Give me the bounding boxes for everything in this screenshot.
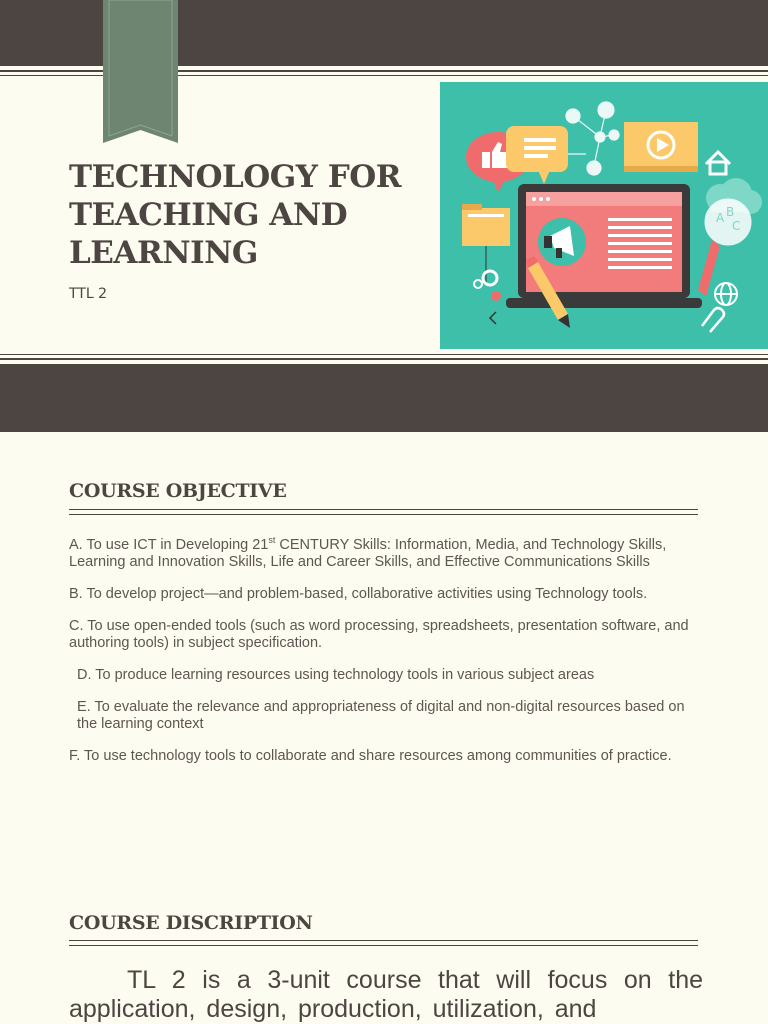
folder-icon — [462, 204, 510, 246]
objective-item-b: B. To develop project—and problem-based, collaborative activities using Technology tools. — [69, 586, 648, 602]
objective-item-c: C. To use open-ended tools (such as word processing, spreadsheets, presentation software, and authoring tools) in subject specification. — [69, 618, 689, 651]
objective-rule-top — [69, 509, 698, 510]
objective-item-a: A. To use ICT in Developing 21st CENTURY Skills: Information, Media, and Technology Skills, Learning and Innovation Skills, Life and Career Skills, and Effective Communications Skills — [69, 535, 667, 570]
slide-subtitle: TTL 2 — [69, 286, 108, 302]
objective-heading: COURSE OBJECTIVE — [69, 480, 287, 502]
mid-rule — [0, 358, 768, 360]
description-rule-top — [69, 940, 698, 941]
svg-text:B: B — [726, 205, 735, 219]
laptop-icon — [506, 184, 702, 308]
slide-title: TECHNOLOGY FOR TEACHING AND LEARNING — [69, 159, 401, 271]
mid-band — [0, 364, 768, 432]
mid-rule-thin — [0, 354, 768, 355]
svg-text:C: C — [732, 219, 741, 233]
objective-list — [69, 537, 701, 780]
objective-item-f: F. To use technology tools to collaborate and share resources among communities of practice. — [69, 748, 672, 764]
objective-rule-bottom — [69, 514, 698, 515]
svg-text:A: A — [716, 211, 725, 225]
megaphone-icon — [538, 218, 586, 266]
video-player-icon — [624, 122, 698, 172]
description-heading: COURSE DISCRIPTION — [69, 912, 313, 934]
hero-illustration — [440, 82, 768, 349]
objective-item-e: E. To evaluate the relevance and appropriateness of digital and non-digital resources based on the learning context — [77, 699, 685, 732]
description-text: TL 2 is a 3-unit course that will focus on the application, design, production, utilization, and — [69, 966, 703, 1023]
bookmark-ribbon — [103, 0, 178, 143]
objective-item-d: D. To produce learning resources using technology tools in various subject areas — [77, 667, 595, 683]
description-rule-bottom — [69, 945, 698, 946]
